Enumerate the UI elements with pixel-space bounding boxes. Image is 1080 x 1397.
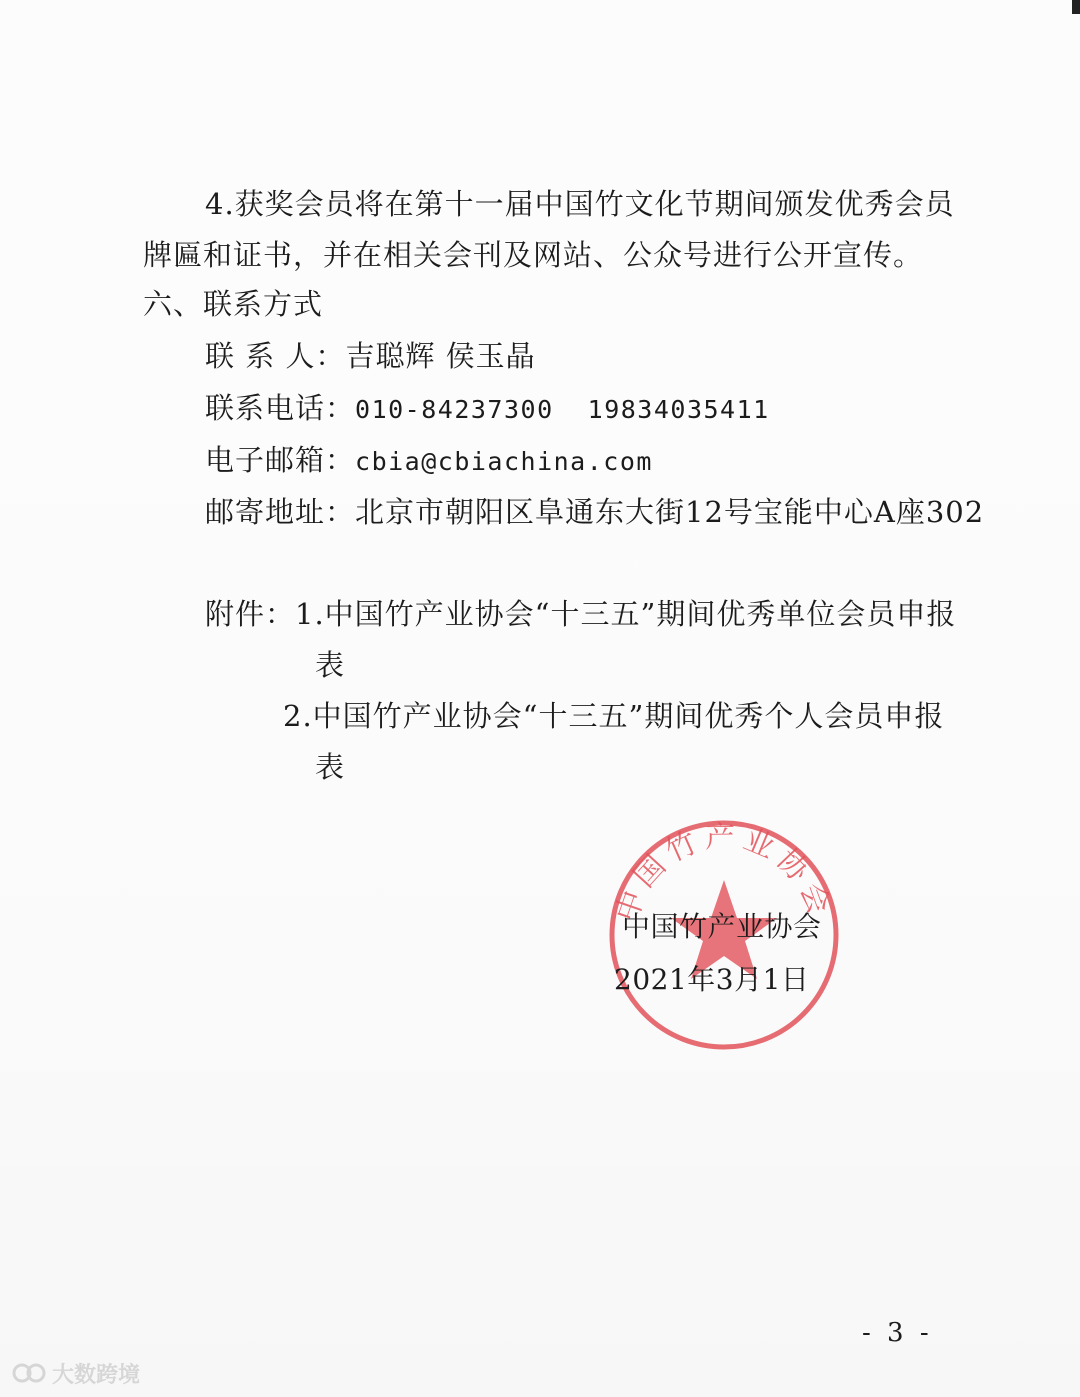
contact-phone-2: 19834035411 bbox=[587, 395, 770, 424]
contact-email-row bbox=[205, 442, 653, 480]
page-number: - 3 - bbox=[862, 1318, 933, 1348]
attachment-2-line1: 2.中国竹产业协会“十三五”期间优秀个人会员申报 bbox=[283, 699, 945, 733]
contact-address-value: 北京市朝阳区阜通东大街12号宝能中心A座302 bbox=[355, 495, 985, 529]
attachments-row-1 bbox=[205, 596, 956, 632]
contact-phone-row bbox=[205, 390, 770, 428]
signature-date: 2021年3月1日 bbox=[614, 963, 810, 996]
watermark bbox=[12, 1358, 140, 1388]
item4-line1: 4.获奖会员将在第十一届中国竹文化节期间颁发优秀会员 bbox=[205, 187, 955, 221]
contact-person-value: 吉聪辉 侯玉晶 bbox=[345, 339, 536, 373]
attachment-2-line2: 表 bbox=[315, 750, 346, 784]
attachments-label: 附件： bbox=[205, 597, 296, 631]
contact-phone-label: 联系电话： bbox=[205, 391, 356, 425]
attachment-1-line2: 表 bbox=[315, 648, 346, 682]
watermark-text: 大数跨境 bbox=[52, 1362, 141, 1388]
contact-person-row bbox=[205, 338, 536, 374]
contact-phone-1: 010-84237300 bbox=[355, 395, 554, 424]
contact-person-label: 联 系 人： bbox=[205, 339, 346, 373]
scan-edge-mark bbox=[1072, 0, 1080, 14]
contact-email-value: cbia@cbiachina.com bbox=[355, 447, 653, 476]
contact-address-row bbox=[205, 494, 984, 530]
attachment-1-line1: 1.中国竹产业协会“十三五”期间优秀单位会员申报 bbox=[295, 597, 957, 631]
contact-email-label: 电子邮箱： bbox=[205, 443, 356, 477]
logo-icon bbox=[12, 1361, 46, 1385]
seal-text: 中国竹产业协会 bbox=[609, 819, 839, 927]
signature-organization: 中国竹产业协会 bbox=[622, 910, 822, 943]
item4-line2: 牌匾和证书，并在相关会刊及网站、公众号进行公开宣传。 bbox=[143, 238, 924, 272]
section6-title: 六、联系方式 bbox=[143, 287, 324, 321]
contact-address-label: 邮寄地址： bbox=[205, 495, 356, 529]
